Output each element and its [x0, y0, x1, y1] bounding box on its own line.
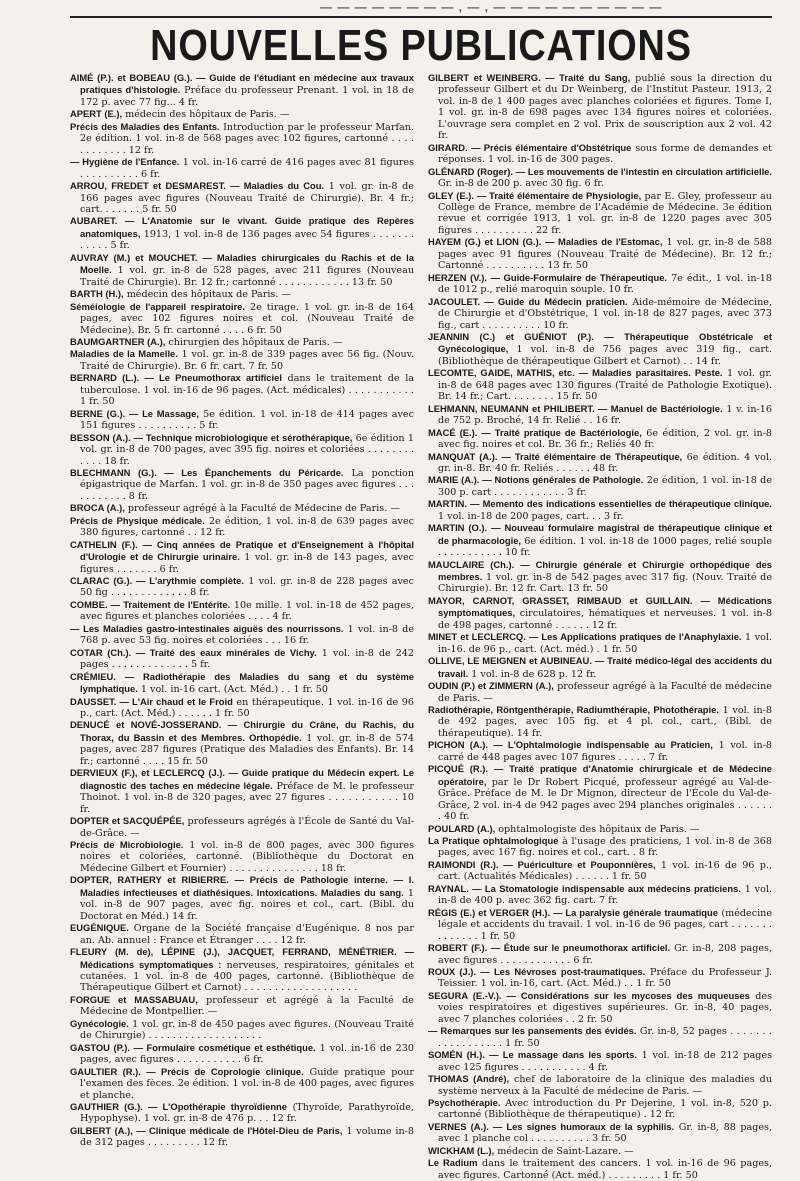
entry-details: 6e édition 1 vol. gr. in-8 de 700 pages, avec 395 fig. noires et coloriées . . . . . . . . . . . . 18 fr. — [80, 432, 414, 467]
list-item — [70, 156, 414, 180]
list-item — [70, 180, 414, 215]
list-item — [428, 966, 772, 990]
entry-heading: VERNES (A.). — Les signes humoraux de la syphilis. — [428, 1120, 675, 1132]
list-item — [428, 166, 772, 190]
list-item — [428, 883, 772, 907]
entry-details: 1 v. in-16 de 752 p. Broché, 14 fr. Relié . . 16 fr. — [438, 403, 773, 427]
entry-details: 1 vol. gr. in-8 de 143 pages, avec figures . . . . . . . 6 fr. — [80, 552, 414, 575]
page-title: NOUVELLES PUBLICATIONS — [150, 21, 692, 70]
entry-heading: — Les Maladies gastro-intestinales aiguës des nourrissons. — [70, 622, 344, 634]
entry-heading: AIMÉ (P.). et BOBEAU (G.). — Guide de l'étudiant en médecine aux travaux pratiques d'histologie. — [70, 72, 414, 96]
list-item — [70, 408, 414, 432]
entry-details: par le Dr Robert Picqué, professeur agrégé au Val-de-Grâce. Préface de M. le Dr Mignon, directeur de l'École du Val-de-Grâce, 2 vol. in-4 de 942 pages avec 294 planches originales . . . . . . . 40 fr. — [438, 776, 772, 823]
entry-heading: MANQUAT (A.). — Traité élémentaire de Thérapeutique, — [428, 450, 683, 462]
list-item — [428, 1073, 772, 1097]
entry-details: 1 vol. in-8 carré de 448 pages avec 107 figures . . . . . 7 fr. — [438, 740, 772, 763]
entry-details: nerveuses, respiratoires, génitales et cutanées. 1 vol. in-8 de 400 pages, cartonné. (Bibliothèque de Thérapeutique Gilbert et Carnot) . . . . . . . . . . . . . . . . . . . — [80, 959, 414, 994]
entry-details: 1913, 1 vol. in-8 de 136 pages avec 54 figures . . . . . . . . . . . . 5 fr. — [80, 228, 414, 252]
entry-heading: GILBERT (A.), — Clinique médicale de l'Hôtel-Dieu de Paris, — [70, 1124, 343, 1136]
list-item — [428, 296, 772, 331]
list-item — [428, 1157, 772, 1181]
entry-details: 1 vol. gr. in-8 de 339 pages avec 56 fig. (Nouv. Traité de Chirurgie). Br. 6 fr. cart. 7 fr. 50 — [80, 349, 414, 372]
list-item — [428, 522, 772, 558]
entry-details: 1 vol. in-8 de 400 p. avec 362 fig. cart. 7 fr. — [438, 883, 772, 907]
list-item — [70, 215, 414, 251]
right-column — [428, 72, 773, 1181]
list-item — [428, 1145, 772, 1157]
list-item — [70, 994, 414, 1018]
entry-heading: RAYNAL. — La Stomatologie indispensable aux médecins praticiens. — [428, 882, 741, 894]
entry-details: 2e tirage. 1 vol. gr. in-8 de 164 pages, avec 102 figures noires et col. (Nouveau Traité de Médecine). Br. 5 fr. cartonné . . . . 6 fr. 50 — [80, 301, 414, 336]
list-item — [428, 403, 772, 427]
list-item — [70, 1101, 414, 1125]
entry-heading: GASTOU (P.). — Formulaire cosmétique et esthétique. — [70, 1041, 316, 1053]
entry-details: 1 vol. in-8 de 242 pages . . . . . . . . . . . . . 5 fr. — [80, 647, 415, 671]
entry-heading: MAYOR, CARNOT, GRASSET, RIMBAUD et GUILLAIN. — Médications symptomatiques, — [428, 594, 772, 619]
list-item — [70, 1042, 414, 1066]
list-item — [70, 252, 414, 288]
list-item — [70, 839, 414, 874]
entry-heading: AUVRAY (M.) et MOUCHET. — Maladies chirurgicales du Rachis et de la Moelle. — [70, 251, 414, 276]
entry-details: Guide pratique pour l'examen des fèces. 2e édition. 1 vol. in-8 de 400 pages, avec figures et planche. — [80, 1066, 414, 1101]
list-item — [428, 559, 772, 595]
entry-details: 1 vol. in-8 de 628 p. 12 fr. — [468, 668, 597, 680]
entry-heading: — Remarques sur les pansements des évidés. — [428, 1025, 637, 1037]
list-item — [428, 190, 772, 237]
list-item — [70, 467, 414, 502]
entry-details: 1 vol. gr. in-8 de 542 pages avec 317 fig. (Nouv. Traité de Chirurgie). Br. 12 fr. Cart. 13 fr. 50 — [438, 572, 772, 595]
entry-heading: RAIMONDI (R.). — Puériculture et Pouponnières, — [428, 858, 656, 870]
entry-heading: DERVIEUX (F.), et LECLERCQ (J.). — Guide pratique du Médecin expert. Le diagnostic des taches en médecine légale. — [70, 767, 414, 791]
running-head — [70, 0, 772, 18]
entry-heading: Précis de Microbiologie. — [70, 839, 184, 850]
entry-details: circulatoires, hématiques et nerveuses. 1 vol. in-8 de 498 pages, cartonné . . . . . . 12 fr. — [438, 608, 772, 631]
entry-heading: — Hygiène de l'Enfance. — [70, 156, 180, 168]
entry-heading: PICQUÉ (R.). — Traité pratique d'Anatomie chirurgicale et de Médecine opératoire, — [428, 763, 772, 787]
list-item — [428, 1121, 772, 1145]
list-item — [428, 631, 772, 655]
list-item — [70, 1018, 414, 1042]
list-item — [70, 502, 414, 514]
entry-details: 1 vol. gr. in-8 de 528 pages, avec 211 figures (Nouveau Traité de Chirurgie). Br. 12 fr.; cartonné . . . . . . . . . . . . 13 fr. 50 — [80, 265, 414, 288]
list-item — [70, 767, 414, 815]
entry-heading: Séméiologie de l'appareil respiratoire. — [70, 300, 245, 312]
entry-heading: MACÉ (E.). — Traité pratique de Bactériologie, — [428, 426, 642, 438]
list-item — [70, 1066, 414, 1101]
entry-details: 7e édit., 1 vol. in-18 de 1012 p., relié maroquin souple. 10 fr. — [438, 272, 772, 296]
entry-details: professeur agrégé à la Faculté de médecine de Paris. — — [438, 681, 772, 704]
entry-heading: GAUTHIER (G.). — L'Opothérapie thyroïdienne — [70, 1100, 287, 1112]
list-item — [428, 835, 772, 859]
entry-heading: CATHELIN (F.). — Cinq années de Pratique et d'Enseignement à l'hôpital d'Urologie et de Chirurgie urinaire. — [70, 538, 414, 563]
list-item — [70, 301, 414, 336]
entry-details: 1 vol. in-8 de 492 pages, avec 105 fig. et 4 pl. col., cart., (Bibl. de thérapeutique). 14 fr. — [438, 705, 772, 739]
entry-heading: Gynécologie. — [70, 1017, 129, 1029]
list-item — [428, 655, 772, 680]
list-item — [70, 336, 414, 348]
entry-heading: AUBARET. — L'Anatomie sur le vivant. Guide pratique des Repères anatomiques, — [70, 215, 414, 239]
entry-heading: BESSON (A.). — Technique microbiologique et sérothérapique, — [70, 431, 353, 443]
entry-heading: BERNE (G.). — Le Massage, — [70, 407, 199, 419]
entry-details: La ponction épigastrique de Marfan. 1 vol. gr. in-8 de 350 pages avec figures . . . . . . . . . . . 8 fr. — [80, 467, 414, 502]
entry-details: professeur et agrégé à la Faculté de Médecine de Montpellier. — — [80, 994, 414, 1018]
entry-heading: ROBERT (F.). — Étude sur le pneumothorax artificiel. — [428, 942, 671, 954]
entry-heading: BAUMGARTNER (A.), — [70, 335, 166, 347]
entry-details: Préface de M. le professeur Thoinot. 1 vol. in-8 de 320 pages, avec 27 figures . . . . . . . . . . . 10 fr. — [80, 780, 415, 815]
entry-details: 1 vol. gr. in-8 de 228 pages avec 50 fig . . . . . . . . . . . . . 8 fr. — [80, 576, 414, 599]
running-head-text: — — — — — — — — , — , — — — — — — — — — — — [320, 0, 663, 14]
list-item — [428, 942, 772, 966]
entry-heading: FLEURY (M. de), LÉPINE (J.), JACQUET, FERRAND, MÉNÉTRIER. — Médications symptomatiques : — [70, 946, 414, 970]
entry-heading: CRÉMIEU. — Radiothérapie des Maladies du sang et du système lymphatique. — [70, 670, 414, 695]
entry-heading: GILBERT et WEINBERG. — Traité du Sang, — [428, 72, 631, 83]
entry-details: sous forme de demandes et réponses. 1 vol. in-16 de 300 pages. — [438, 142, 773, 166]
entry-details: 1 vol. in-8 de 756 pages avec 319 fig., cart. (Bibliothèque de thérapeutique Gilbert et Carnot) . . 14 fr. — [438, 344, 772, 367]
entry-details: en thérapeutique. 1 vol. in-16 de 96 p., cart. (Act. Méd.) . . . . . . 1 fr. 50 — [80, 696, 414, 720]
entry-details: Préface du Professeur J. Teissier. 1 vol. in-16, cart. (Act. Méd.) . . 1 fr. 50 — [438, 966, 772, 990]
list-item — [428, 272, 772, 296]
entry-details: des voies respiratoires et digestives supérieures. Gr. in-8, 40 pages, avec 7 planches coloriées . . 2 fr. 50 — [438, 990, 773, 1025]
entry-heading: GLÉNARD (Roger). — Les mouvements de l'intestin en circulation artificielle. — [428, 165, 772, 177]
list-item — [428, 331, 772, 367]
entry-details: professeurs agrégés à l'École de Santé du Val-de-Grâce. — — [80, 816, 414, 839]
entry-details: 1 vol. gr. in-8 de 648 pages avec 130 figures (Traité de Pathologie Exotique). Br. 14 fr.; Cart. . . . . . . . 15 fr. 50 — [438, 368, 772, 403]
list-item — [70, 1125, 414, 1149]
entry-details: 10e mille. 1 vol. in-18 de 452 pages, avec figures et planches coloriées . . . . 4 fr. — [80, 599, 414, 623]
entry-heading: MARIE (A.). — Notions générales de Pathologie. — [428, 474, 644, 486]
entry-details: Gr. in-8, 88 pages, avec 1 planche col . . . . . . . . . . 3 fr. 50 — [438, 1121, 773, 1145]
entry-heading: Le Radium — [428, 1157, 478, 1169]
entry-details: 1 vol. in-18 de 212 pages avec 125 figures . . . . . . . . . . . 4 fr. — [438, 1050, 773, 1073]
entry-heading: JACOULET. — Guide du Médecin praticien. — [428, 295, 628, 307]
entry-details: 1 vol. gr. in-8 de 588 pages avec 91 figures (Nouveau Traité de Médecine). Br. 12 fr.; Cartonné . . . . . . . . . . 13 fr. 50 — [438, 237, 772, 272]
entry-heading: HAYEM (G.) et LION (G.). — Maladies de l'Estomac, — [428, 236, 663, 248]
entry-details: 1 vol. in-8 de 800 pages, avec 300 figures noires et coloriées, cartonné. (Bibliothèque du Doctorat en Médecine Gilbert et Fournier) . . . . . . . . . . . . . . . 18 fr. — [80, 840, 414, 874]
entry-heading: APERT (E.), — [70, 108, 123, 120]
entry-details: Aide-mémoire de Médecine, de Chirurgie et d'Obstétrique, 1 vol. in-18 de 827 pages, avec 373 fig., cart . . . . . . . . . . 10 fr. — [438, 296, 772, 331]
entry-heading: ARROU, FREDET et DESMAREST. — Maladies du Cou. — [70, 180, 325, 192]
entry-details: médecin des hôpitaux de Paris. — — [122, 109, 290, 121]
entry-details: par E. Gley, professeur au Collège de France, membre de l'Académie de Médecine. 3e édition revue et corrigée 1913, 1 vol. gr. in-8 de 1220 pages avec 305 figures . . . . . . . . . . 22 fr. — [438, 190, 772, 236]
entry-heading: DENUCÉ et NOVÉ-JOSSERAND. — Chirurgie du Crâne, du Rachis, du Thorax, du Bassin et des Membres. Orthopédie. — [70, 719, 414, 743]
entry-heading: OUDIN (P.) et ZIMMERN (A.), — [428, 680, 554, 692]
entry-heading: MAUCLAIRE (Ch.). — Chirurgie générale et Chirurgie orthopédique des membres. — [428, 558, 772, 583]
entry-heading: FORGUE et MASSABUAU, — [70, 993, 198, 1005]
list-item — [428, 907, 772, 942]
list-item — [70, 671, 414, 696]
entry-heading: Précis des Maladies des Enfants. — [70, 120, 220, 132]
entry-details: 1 vol. in-8 de 768 p. avec 53 fig. noires et coloriées . . . 16 fr. — [80, 623, 414, 647]
entry-heading: LEHMANN, NEUMANN et PHILIBERT. — Manuel de Bactériologie. — [428, 402, 723, 414]
entry-details: 1 vol. in-16 cart. (Act. Méd.) . . 1 fr. 50 — [137, 684, 328, 696]
entry-heading: COMBE. — Traitement de l'Entérite. — [70, 598, 231, 610]
list-item — [428, 474, 772, 498]
entry-details: 1 vol. gr. in-8 de 574 pages, avec 287 figures (Pratique des Maladies des Enfants). Br. 14 fr.; cartonné . . . . 15 fr. 50 — [80, 732, 414, 767]
entry-heading: Précis de Physique médicale. — [70, 514, 205, 526]
list-item — [70, 72, 414, 108]
entry-heading: SEGURA (E.-V.). — Considérations sur les mycoses des muqueuses — [428, 989, 750, 1001]
list-item — [70, 647, 414, 671]
entry-details: ophtalmologiste des hôpitaux de Paris. — — [495, 823, 700, 835]
entry-heading: OLLIVE, LE MEIGNEN et AUBINEAU. — Traité médico-légal des accidents du travail. — [428, 655, 772, 679]
list-item — [70, 946, 414, 994]
list-item — [70, 539, 414, 575]
entry-details: 1 vol. in-8 de 907 pages, avec fig. noires et col., cart. (Bibl. du Doctorat en Méd.) 14 fr. — [80, 887, 414, 922]
list-item — [70, 108, 414, 120]
entry-details: 1 volume in-8 de 312 pages . . . . . . . . . 12 fr. — [80, 1125, 414, 1149]
left-column — [70, 72, 415, 1149]
list-item — [428, 739, 772, 763]
entry-details: publié sous la direction du professeur Gilbert et du Dr Weinberg, de l'Institut Pasteur. 1913, 2 vol. in-8 de 1 400 pages avec planches coloriées et figures. Tome I, 1 vol. gr. in-8 de 698 pages avec 134 figures noires et coloriées. L'ouvrage sera complet en 2 vol. Prix de souscription aux 2 vol. 42 fr. — [438, 73, 772, 142]
entry-details: 1 vol. in-16. de 96 p., cart. (Act. méd.) . 1 fr. 50 — [438, 632, 772, 655]
list-item — [428, 1025, 772, 1049]
entry-details: 1 vol. in-16 carré de 416 pages avec 81 figures . . . . . . . . . . 6 fr. — [80, 157, 414, 180]
list-item — [70, 575, 414, 599]
entry-heading: JEANNIN (C.) et GUÉNIOT (P.). — Thérapeutique Obstétricale et Gynécologique, — [428, 330, 772, 355]
entry-heading: GAULTIER (R.). — Précis de Coprologie clinique. — [70, 1065, 304, 1077]
entry-details: Avec introduction du Pr Dejerine, 1 vol. in-8, 520 p. cartonné (Bibliothèque de thérapeutique) . 12 fr. — [438, 1097, 772, 1121]
entry-details: à l'usage des praticiens, 1 vol. in-8 de 368 pages, avec 167 fig. noires et col., cart. . 8 fr. — [438, 836, 772, 859]
entry-heading: PICHON (A.). — L'Ophtalmologie indispensable au Praticien, — [428, 739, 713, 751]
entry-details: chef de laboratoire de la clinique des maladies du système nerveux à la Faculté de médecine de Paris. — — [438, 1074, 772, 1097]
entry-heading: EUGÉNIQUE. — [70, 922, 129, 934]
entry-details: Organe de la Société française d'Eugénique. 8 nos par an. Ab. annuel : France et Étranger . . . . 12 fr. — [80, 923, 414, 946]
list-item — [428, 823, 772, 835]
entry-heading: RÉGIS (E.) et VERGER (H.). — La paralysie générale traumatique — [428, 906, 718, 918]
entry-heading: DOPTER, RATHERY et RIBIERRE. — Précis de Pathologie interne. — I. Maladies infectieuses et diathésiques. Intoxications. Maladies du sang. — [70, 874, 414, 898]
entry-details: (Thyroïde, Parathyroïde, Hypophyse). 1 vol. gr. in-8 de 476 p. . . 12 fr. — [80, 1101, 414, 1125]
entry-heading: Radiothérapie, Röntgenthérapie, Radiumthérapie, Photothérapie. — [428, 704, 719, 716]
list-item — [428, 427, 772, 451]
entry-heading: MARTIN. — Memento des indications essentielles de thérapeutique clinique. — [428, 498, 772, 510]
columns — [70, 72, 773, 1181]
list-item — [428, 763, 772, 822]
entry-details: 1 vol. gr. in-8 de 166 pages avec figures (Nouveau Traité de Chirurgie). Br. 4 fr.; cart. . . . . . . 5 fr. 50 — [80, 181, 414, 215]
entry-details: 2e édition, 1 vol. in-18 de 300 p. cart . . . . . . . . . . . . 3 fr. — [438, 475, 772, 498]
list-item — [70, 372, 414, 407]
entry-details: médecin de Saint-Lazare. — — [494, 1145, 634, 1157]
entry-heading: La Pratique ophtalmologique — [428, 835, 559, 846]
entry-details: Introduction par le professeur Marfan. 2e édition. 1 vol. in-8 de 568 pages avec 102 figures, cartonné . . . . . . . . . . . . 12 fr. — [80, 121, 414, 156]
list-item — [70, 623, 414, 647]
entry-details: Gr. in-8, 208 pages, avec figures . . . . . . . . . . . . 6 fr. — [438, 943, 772, 966]
entry-heading: BERNARD (L.). — Le Pneumothorax artificiel — [70, 372, 282, 384]
list-item — [428, 451, 772, 475]
entry-details: chirurgien des hôpitaux de Paris. — — [165, 336, 343, 348]
entry-heading: CLARAC (G.). — L'arythmie complète. — [70, 575, 244, 587]
entry-details: (médecine légale et accidents du travail. 1 vol. in-16 de 96 pages, cart . . . . . . . . . . . . . . 1 fr. 50 — [438, 907, 772, 942]
list-item — [70, 696, 414, 720]
entry-details: Préface du professeur Prenant. 1 vol. in 18 de 172 p. avec 77 fig... 4 fr. — [80, 85, 414, 108]
entry-heading: LECOMTE, GAIDE, MATHIS, etc. — Maladies parasitaires. Peste. — [428, 367, 723, 379]
list-item — [428, 142, 772, 166]
entry-details: médecin des hôpitaux de Paris. — — [123, 289, 292, 301]
entry-heading: MARTIN (O.). — Nouveau formulaire magistral de thérapeutique clinique et de pharmacologie, — [428, 522, 772, 546]
entry-heading: WICKHAM (L.), — [428, 1144, 495, 1156]
list-item — [428, 236, 772, 271]
entry-details: dans le traitement de la tuberculose. 1 vol. in-16 de 96 pages. (Act. médicales) . . . . . . . . . . . 1 fr. 50 — [80, 373, 414, 408]
entry-details: Gr. in-8 de 200 p. avec 30 fig. 6 fr. — [438, 178, 604, 190]
list-item — [70, 288, 414, 300]
entry-details: 5e édition. 1 vol. in-18 de 414 pages avec 151 figures . . . . . . . . . . 5 fr. — [80, 408, 414, 432]
list-item — [428, 1049, 772, 1073]
list-item — [70, 719, 414, 767]
entry-heading: ROUX (J.). — Les Névroses post-traumatiques. — [428, 965, 646, 977]
entry-heading: POULARD (A.), — [428, 822, 496, 834]
entry-heading: THOMAS (André), — [428, 1073, 510, 1085]
list-item — [428, 680, 772, 704]
entry-details: professeur agrégé à la Faculté de Médecine de Paris. — — [124, 503, 400, 515]
list-item — [70, 121, 414, 156]
list-item — [428, 859, 772, 883]
list-item — [70, 599, 414, 623]
entry-heading: BLECHMANN (G.). — Les Épanchements du Péricarde. — [70, 466, 344, 478]
entry-heading: COTAR (Ch.). — Traité des eaux minérales de Vichy. — [70, 646, 317, 658]
entry-details: Gr. in-8, 52 pages . . . . . . . . . . . . . . . . . . 1 fr. 50 — [438, 1026, 772, 1049]
entry-heading: SOMÉN (H.). — Le massage dans les sports. — [428, 1049, 637, 1061]
entry-heading: Maladies de la Mamelle. — [70, 348, 178, 360]
list-item — [428, 498, 772, 522]
list-item — [428, 990, 772, 1025]
entry-details: 1 vol. in-16 de 230 pages, avec figures . . . . . . . . . . . 6 fr. — [80, 1042, 414, 1066]
list-item — [70, 348, 414, 372]
entry-heading: Psychothérapie. — [428, 1096, 501, 1108]
entry-details: 1 vol. in-16 de 96 p., cart. (Actualités Médicales) . . . . . . 1 fr. 50 — [438, 859, 772, 883]
entry-details: 1 vol. gr. in-8 de 450 pages avec figures. (Nouveau Traité de Chirurgie) . . . . . . . . . . . . . . . . . . . — [80, 1018, 414, 1042]
list-item — [428, 72, 772, 142]
list-item — [70, 874, 414, 922]
entry-details: 6e édition, 2 vol. gr. in-8 avec fig. noires et col. Br. 36 fr.; Reliés 40 fr. — [438, 427, 772, 451]
entry-heading: GIRARD. — Précis élémentaire d'Obstétrique — [428, 141, 632, 153]
list-item — [428, 1097, 772, 1121]
entry-heading: HERZEN (V.). — Guide-Formulaire de Thérapeutique. — [428, 271, 668, 283]
entry-heading: BROCA (A.), — [70, 502, 125, 514]
list-item — [428, 704, 772, 739]
list-item — [70, 515, 414, 539]
list-item — [70, 922, 414, 946]
entry-details: 6e édition. 1 vol. in-18 de 1000 pages, relié souple . . . . . . . . . . . 10 fr. — [438, 535, 773, 559]
entry-details: dans le traitement des cancers. 1 vol. in-16 de 96 pages, avec figures. Cartonné (Act. méd.) . . . . . . . . . 1 fr. 50 — [438, 1158, 772, 1181]
entry-heading: MINET et LECLERCQ. — Les Applications pratiques de l'Anaphylaxie. — [428, 631, 742, 643]
entry-heading: DAUSSET. — L'Air chaud et le Froid — [70, 695, 233, 707]
entry-heading: BARTH (H.), — [70, 288, 124, 300]
list-item — [70, 432, 414, 467]
entry-details: 6e édition. 4 vol. gr. in-8. Br. 40 fr. Reliés . . . . . . 48 fr. — [438, 451, 772, 474]
entry-heading: GLEY (E.). — Traité élémentaire de Physiologie, — [428, 189, 642, 201]
entry-heading: DOPTER et SACQUÉPÉE, — [70, 815, 185, 827]
entry-details: 1 vol. in-18 de 200 pages, cart. . . 3 fr. — [438, 510, 624, 522]
list-item — [70, 815, 414, 839]
list-item — [428, 595, 772, 631]
entry-details: 2e édition, 1 vol. in-8 de 639 pages avec 380 figures, cartonné . . 12 fr. — [80, 515, 414, 539]
list-item — [428, 367, 772, 402]
